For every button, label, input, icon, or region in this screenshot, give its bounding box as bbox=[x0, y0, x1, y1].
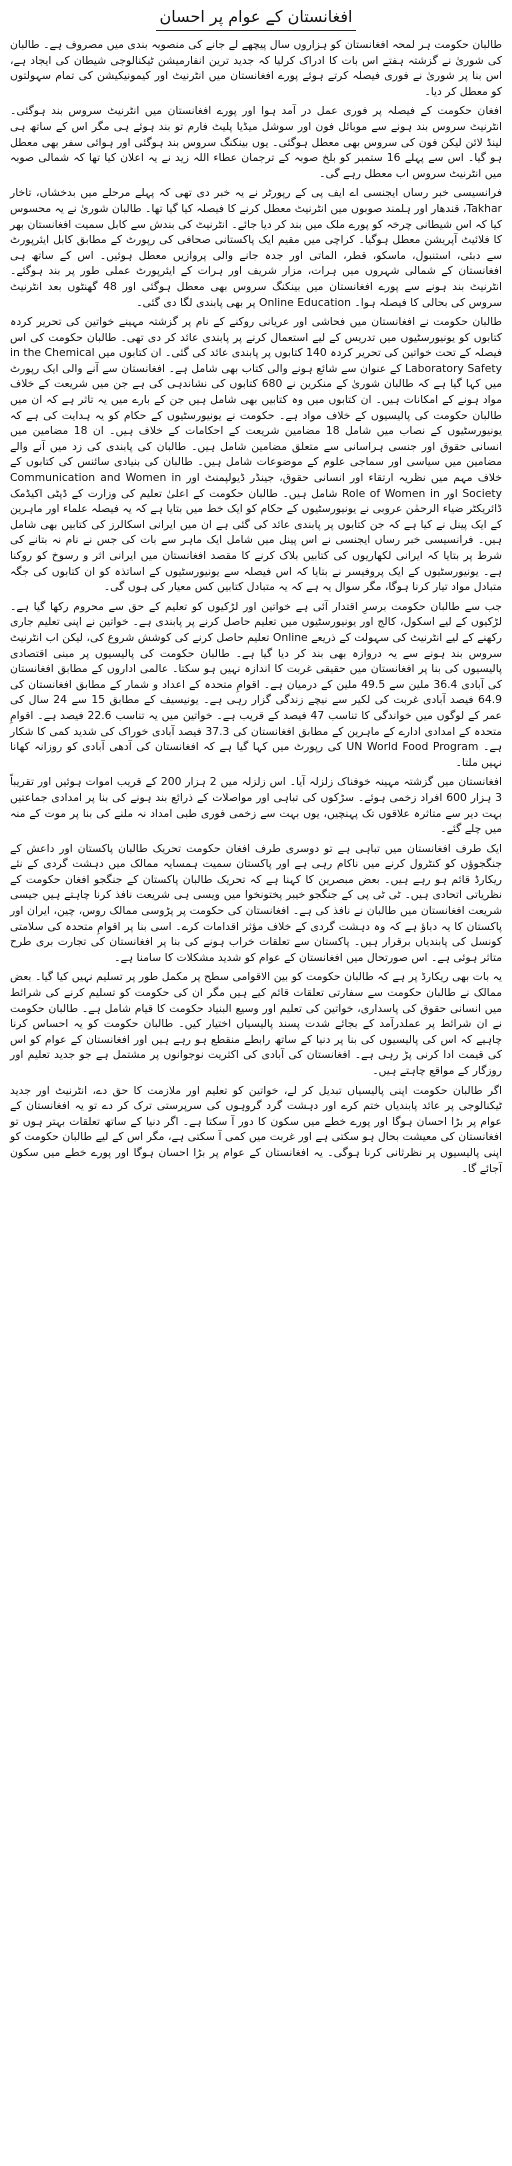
article-paragraph: افغانستان میں گزشتہ مہینہ خوفناک زلزلہ آیا۔ اس زلزلہ میں 2 ہزار 200 کے قریب اموات ہوئیں اور تقریباً 3 ہزار 600 افراد زخمی ہوئے۔ سڑکوں کی تباہی اور مواصلات کے ذرائع بند ہونے کی بنا پر امدادی جماعتیں بہت دیر سے متاثرہ علاقوں تک پہنچیں، یوں بہت سے زخمی فوری طبی امداد نہ ملنے کی بنا پر موت کے منہ میں چلے گئے۔ bbox=[10, 775, 502, 836]
article-paragraph: فرانسیسی خبر رساں ایجنسی اے ایف پی کے رپورٹر نے یہ خبر دی تھی کہ پہلے مرحلے میں بدخشاں، تاخار Takhar، قندھار اور ہلمند صوبوں میں انٹرنیٹ معطل کرنے کا فیصلہ کیا گیا تھا۔ طالبان شوریٰ نے یہ محسوس کیا کہ اس شیطانی چرخہ کو پورے ملک میں بند کر دیا جائے۔ انٹرنیٹ کی بندش سے کابل سمیت افغانستان بھر کا فلائیٹ آپریشن معطل ہوگیا۔ کراچی میں مقیم ایک پاکستانی صحافی کی رپورٹ کے مطابق کابل ایئرپورٹ سے دبئی، استنبول، ماسکو، قطر، الماتی اور جدہ جانے والی پروازیں معطل ہوئیں۔ اس کے ساتھ ہی افغانستان کے شمالی شہروں میں ہرات، مزار شریف اور ہرات کے ایئرپورٹ عملی طور پر بند ہوگئے۔ انٹرنیٹ بند ہونے سے پورے افغانستان میں بینکنگ سروس بھی معطل ہوگئی اور 48 گھنٹوں بعد انٹرنیٹ سروس کی بحالی کا فیصلہ ہوا۔ Online Education پر بھی پابندی لگا دی گئی۔ bbox=[10, 186, 502, 309]
article-body bbox=[10, 37, 502, 1176]
article-paragraph: اگر طالبان حکومت اپنی پالیسیاں تبدیل کر لے، خواتین کو تعلیم اور ملازمت کا حق دے، انٹرنیٹ اور جدید ٹیکنالوجی پر عائد پابندیاں ختم کرے اور دہشت گرد گروہوں کی سرپرستی ترک کر دے تو یہ افغانستان کے عوام پر بڑا احسان ہوگا اور پورے خطے میں سکون کا دور آ سکتا ہے۔ اگر دنیا کے ساتھ تعلقات بہتر ہوں تو افغانستان کی معیشت بحال ہو سکتی ہے اور غربت میں کمی آ سکتی ہے، مگر اس کے لیے طالبان حکومت کو اپنی پالیسیوں پر نظرثانی کرنا ہوگی۔ یہ افغانستان کے عوام پر بڑا احسان ہوگا اور پورے خطے میں سکون آجائے گا۔ bbox=[10, 1083, 502, 1175]
article-paragraph: ایک طرف افغانستان میں تباہی ہے تو دوسری طرف افغان حکومت تحریک طالبان پاکستان اور داعش کے جنگجوؤں کو کنٹرول کرنے میں ناکام رہی ہے اور پاکستان سمیت ہمسایہ ممالک میں دہشت گردی کے نئے ریکارڈ قائم ہو رہے ہیں۔ بعض مبصرین کا کہنا ہے کہ تحریک طالبان پاکستان کے جنگجو افغان حکومت کے نظریاتی اتحادی ہیں۔ ٹی ٹی پی کے جنگجو خیبر پختونخوا میں ویسی ہی شریعت نافذ کرنا چاہتے ہیں جیسی شریعت افغانستان میں طالبان نے نافذ کی ہے۔ افغانستان کی حکومت پر پڑوسی ممالک روس، چین، ایران اور پاکستان کا یہ دباؤ ہے کہ وہ دہشت گردی کے خلاف مؤثر اقدامات کرے۔ اسی بنا پر اقوامِ متحدہ کی سلامتی کونسل کی پابندیاں برقرار ہیں۔ پاکستان سے تعلقات خراب ہونے کی بنا پر افغانستان کی تجارت بری طرح متاثر ہوئی ہے۔ اس صورتحال میں افغانستان کے عوام کو شدید مشکلات کا سامنا ہے۔ bbox=[10, 841, 502, 964]
article-paragraph: یہ بات بھی ریکارڈ پر ہے کہ طالبان حکومت کو بین الاقوامی سطح پر مکمل طور پر تسلیم نہیں کیا گیا۔ بعض ممالک نے طالبان حکومت سے سفارتی تعلقات قائم کیے ہیں مگر ان کی حکومت کو تسلیم کرنے کی شرائط میں انسانی حقوق کی پاسداری، خواتین کی تعلیم اور وسیع البنیاد حکومت کا قیام شامل ہے۔ طالبان حکومت نے ان شرائط پر عملدرآمد کے بجائے شدت پسند پالیسیاں اختیار کیں۔ طالبان حکومت کو یہ احساس کرنا چاہیے کہ اس کی پالیسیوں کی بنا پر دنیا کے ساتھ رابطے منقطع ہو رہے ہیں اور افغانستان کے عوام کو اس کی قیمت ادا کرنی پڑ رہی ہے۔ افغانستان کی آبادی کی اکثریت نوجوانوں پر مشتمل ہے جو جدید تعلیم اور روزگار کے مواقع چاہتے ہیں۔ bbox=[10, 970, 502, 1077]
article-paragraph: جب سے طالبان حکومت برسرِ اقتدار آئی ہے خواتین اور لڑکیوں کو تعلیم کے حق سے محروم رکھا گیا ہے۔ لڑکیوں کے لیے اسکول، کالج اور یونیورسٹیوں میں تعلیم حاصل کرنے پر پابندی ہے۔ خواتین نے اپنی تعلیم جاری رکھنے کے لیے انٹرنیٹ کی سہولت کے ذریعے Online تعلیم حاصل کرنے کی کوشش شروع کی، لیکن اب انٹرنیٹ سروس بند ہونے سے یہ دروازہ بھی بند کر دیا گیا ہے۔ طالبان حکومت کی پالیسیوں پر مبنی اقتصادی پالیسیوں کی بنا پر افغانستان میں حقیقی غربت کا اندازہ نہیں ہو سکتا۔ عالمی اداروں کے مطابق افغانستان کی آبادی 36.4 ملین سے 49.5 ملین کے درمیان ہے۔ اقوامِ متحدہ کے اعداد و شمار کے مطابق افغانستان کی 64.9 فیصد آبادی غربت کی لکیر سے نیچے زندگی گزار رہی ہے۔ یونیسیف کے مطابق 15 سے 24 سال کی عمر کے لوگوں میں خواندگی کا تناسب 47 فیصد کے قریب ہے۔ خواتین میں یہ تناسب 22.6 فیصد ہے۔ اقوامِ متحدہ کے امدادی ادارے کے ماہرین کے مطابق افغانستان کی 37.3 فیصد آبادی خوراک کی شدید کمی کا شکار ہے۔ UN World Food Program کی رپورٹ میں کہا گیا ہے کہ افغانستان کی آدھی آبادی کو روزانہ کھانا نہیں ملتا۔ bbox=[10, 599, 503, 769]
article-paragraph: افغان حکومت کے فیصلہ پر فوری عمل در آمد ہوا اور پورے افغانستان میں انٹرنیٹ سروس بند ہوگئی۔ انٹرنیٹ سروس بند ہونے سے موبائل فون اور سوشل میڈیا پلیٹ فارم تو بند ہوئے ہی مگر اس کے ساتھ ہی لینڈ لائن لیکن فون کی سروس بھی معطل ہوگئی۔ یوں بینکنگ سروس بند ہوگئی اور ہوائی سفر بھی معطل ہو گیا۔ اس سے پہلے 16 ستمبر کو بلخ صوبہ کے ترجمان عطاء اللہ زید نے یہ اعلان کیا تھا کہ شمالی صوبہ میں انٹرنیٹ سروس اب معطل رہے گی۔ bbox=[10, 104, 502, 180]
article-paragraph: طالبان حکومت ہر لمحہ افغانستان کو ہزاروں سال پیچھے لے جانے کی منصوبہ بندی میں مصروف ہے۔ طالبان کی شوریٰ نے گزشتہ ہفتے اس بات کا ادراک کرلیا کہ جدید ترین انفارمیشن ٹیکنالوجی شیطان کی ایجاد ہے، اس بنا پر شوریٰ نے فوری فیصلہ کرتے ہوئے پورے افغانستان میں انٹرنیٹ اور کیمونیکیشن کی تمام سہولتوں کو معطل کر دیا۔ bbox=[10, 38, 502, 98]
article-paragraph: طالبان حکومت نے افغانستان میں فحاشی اور عریانی روکنے کے نام پر گزشتہ مہینے خواتین کی تحریر کردہ کتابوں کو یونیورسٹیوں میں تدریس کے لیے استعمال کرنے پر پابندی عائد کر دی تھی۔ طالبان حکومت کی اس فیصلہ کے تحت خواتین کی تحریر کردہ 140 کتابوں پر پابندی عائد کی گئی۔ ان کتابوں میں in the Chemical Laboratory Safety کے عنوان سے شائع ہونے والی کتاب بھی شامل ہے۔ افغانستان سے آنے والی ایک رپورٹ میں کہا گیا ہے کہ طالبان شوریٰ کے منکرین نے 680 کتابوں کی نشاندہی کی ہے جن میں شریعت کے خلاف مواد ہونے کے امکانات ہیں۔ ان کتابوں میں وہ کتابیں بھی شامل ہیں جن کے بارے میں یہ تاثر ہے کہ ان میں طالبان حکومت کی پالیسیوں کے خلاف مواد ہے۔ حکومت نے یونیورسٹیوں کے حکام کو یہ ہدایت کی ہے کہ یونیورسٹیوں کے نصاب میں شامل 18 مضامین شریعت کے احکامات کے خلاف ہیں۔ ان 18 مضامین میں انسانی حقوق اور جنسی ہراسانی سے متعلق مضامین شامل ہیں۔ طالبان کی پابندی کی زد میں آنے والے مضامین میں سیاسی اور سماجی علوم کے موضوعات شامل ہیں۔ طالبان کی بنیادی سائنس کی کتابوں کے خلاف مہم میں نظریہ ارتقاء اور انسانی حقوق، جینڈر ڈیولپمنٹ اور Communication and Women in Society اور Role of Women in شامل ہیں۔ طالبان حکومت کے اعلیٰ تعلیم کی وزارت کے ڈپٹی اکیڈمک ڈائریکٹر ضیاء الرحمٰن عروبی نے یونیورسٹیوں کے حکام کو ایک خط میں بتایا ہے کہ یہ فیصلہ علماء اور ماہرین کے ایک پینل نے کیا ہے کہ جن کتابوں پر پابندی عائد کی گئی ہے ان میں ایرانی اسکالرز کی کتابیں بھی شامل ہیں۔ فرانسیسی خبر رساں ایجنسی نے اس پینل میں شامل ایک ماہر سے بات کی جس نے نام نہ بتانے کی شرط پر بتایا کہ ایرانی لکھاریوں کی کتابیں بلاک کرنے کا مقصد افغانستان میں ایرانی اثر و رسوخ کو روکنا ہے۔ یونیورسٹیوں کے ایک پروفیسر نے بتایا کہ اس فیصلہ سے یونیورسٹیوں کے اساتذہ کو ان کتابوں کی جگہ متبادل مواد تیار کرنا ہوگا، مگر سوال یہ ہے کہ یہ متبادل کتابیں کس معیار کی ہوں گی۔ bbox=[10, 315, 503, 594]
article-title: افغانستان کے عوام پر احسان bbox=[156, 6, 357, 31]
headline-wrap bbox=[10, 6, 502, 31]
